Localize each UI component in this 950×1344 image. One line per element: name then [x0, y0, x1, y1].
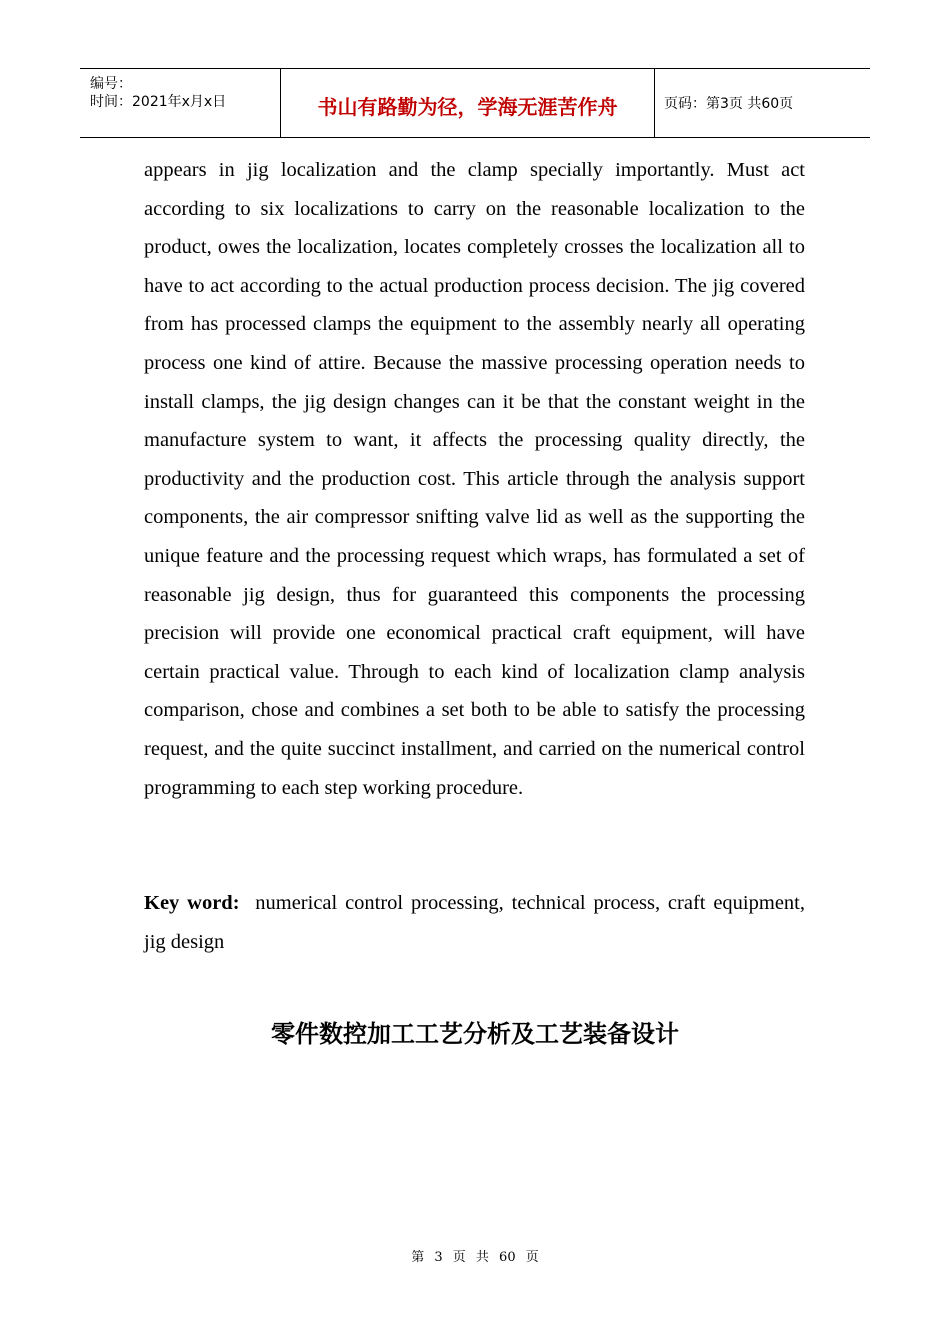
header-right-cell: [654, 69, 870, 137]
keywords-text: numerical control processing, technical process, craft equipment, jig design: [144, 892, 805, 953]
page-header: [80, 68, 870, 138]
keywords-label: Key word:: [144, 892, 240, 914]
header-motto: 书山有路勤为径，学海无涯苦作舟: [317, 95, 618, 119]
header-left-cell: [80, 69, 280, 137]
keywords-section: [144, 884, 805, 961]
page-footer: 第 3 页 共 60 页: [411, 1250, 539, 1265]
abstract-paragraph: appears in jig localization and the clamp specially importantly. Must act according to six localizations to carry on the reasonable localization to the product, owes the localization, locates completely crosses the localization all to have to act according to the actual production process decision. The jig covered from has processed clamps the equipment to the assembly nearly all operating process one kind of attire. Because the massive processing operation needs to install clamps, the jig design changes can it be that the constant weight in the manufacture system to want, it affects the processing quality directly, the productivity and the production cost. This article through the analysis support components, the air compressor snifting valve lid as well as the supporting the unique feature and the processing request which wraps, has formulated a set of reasonable jig design, thus for guaranteed this components the processing precision will provide one economical practical craft equipment, will have certain practical value. Through to each kind of localization clamp analysis comparison, chose and combines a set both to be able to satisfy the processing request, and the quite succinct installment, and carried on the numerical control programming to each step working procedure.: [144, 159, 805, 799]
header-page-info: 页码：第3页 共60页: [664, 96, 794, 112]
chinese-section-title: 零件数控加工工艺分析及工艺装备设计: [271, 1020, 679, 1048]
abstract-body: [144, 151, 805, 807]
header-middle-cell: [280, 69, 655, 137]
document-date-label: 时间：2021年x月x日: [90, 94, 227, 110]
document-number-label: 编号：: [90, 76, 132, 92]
